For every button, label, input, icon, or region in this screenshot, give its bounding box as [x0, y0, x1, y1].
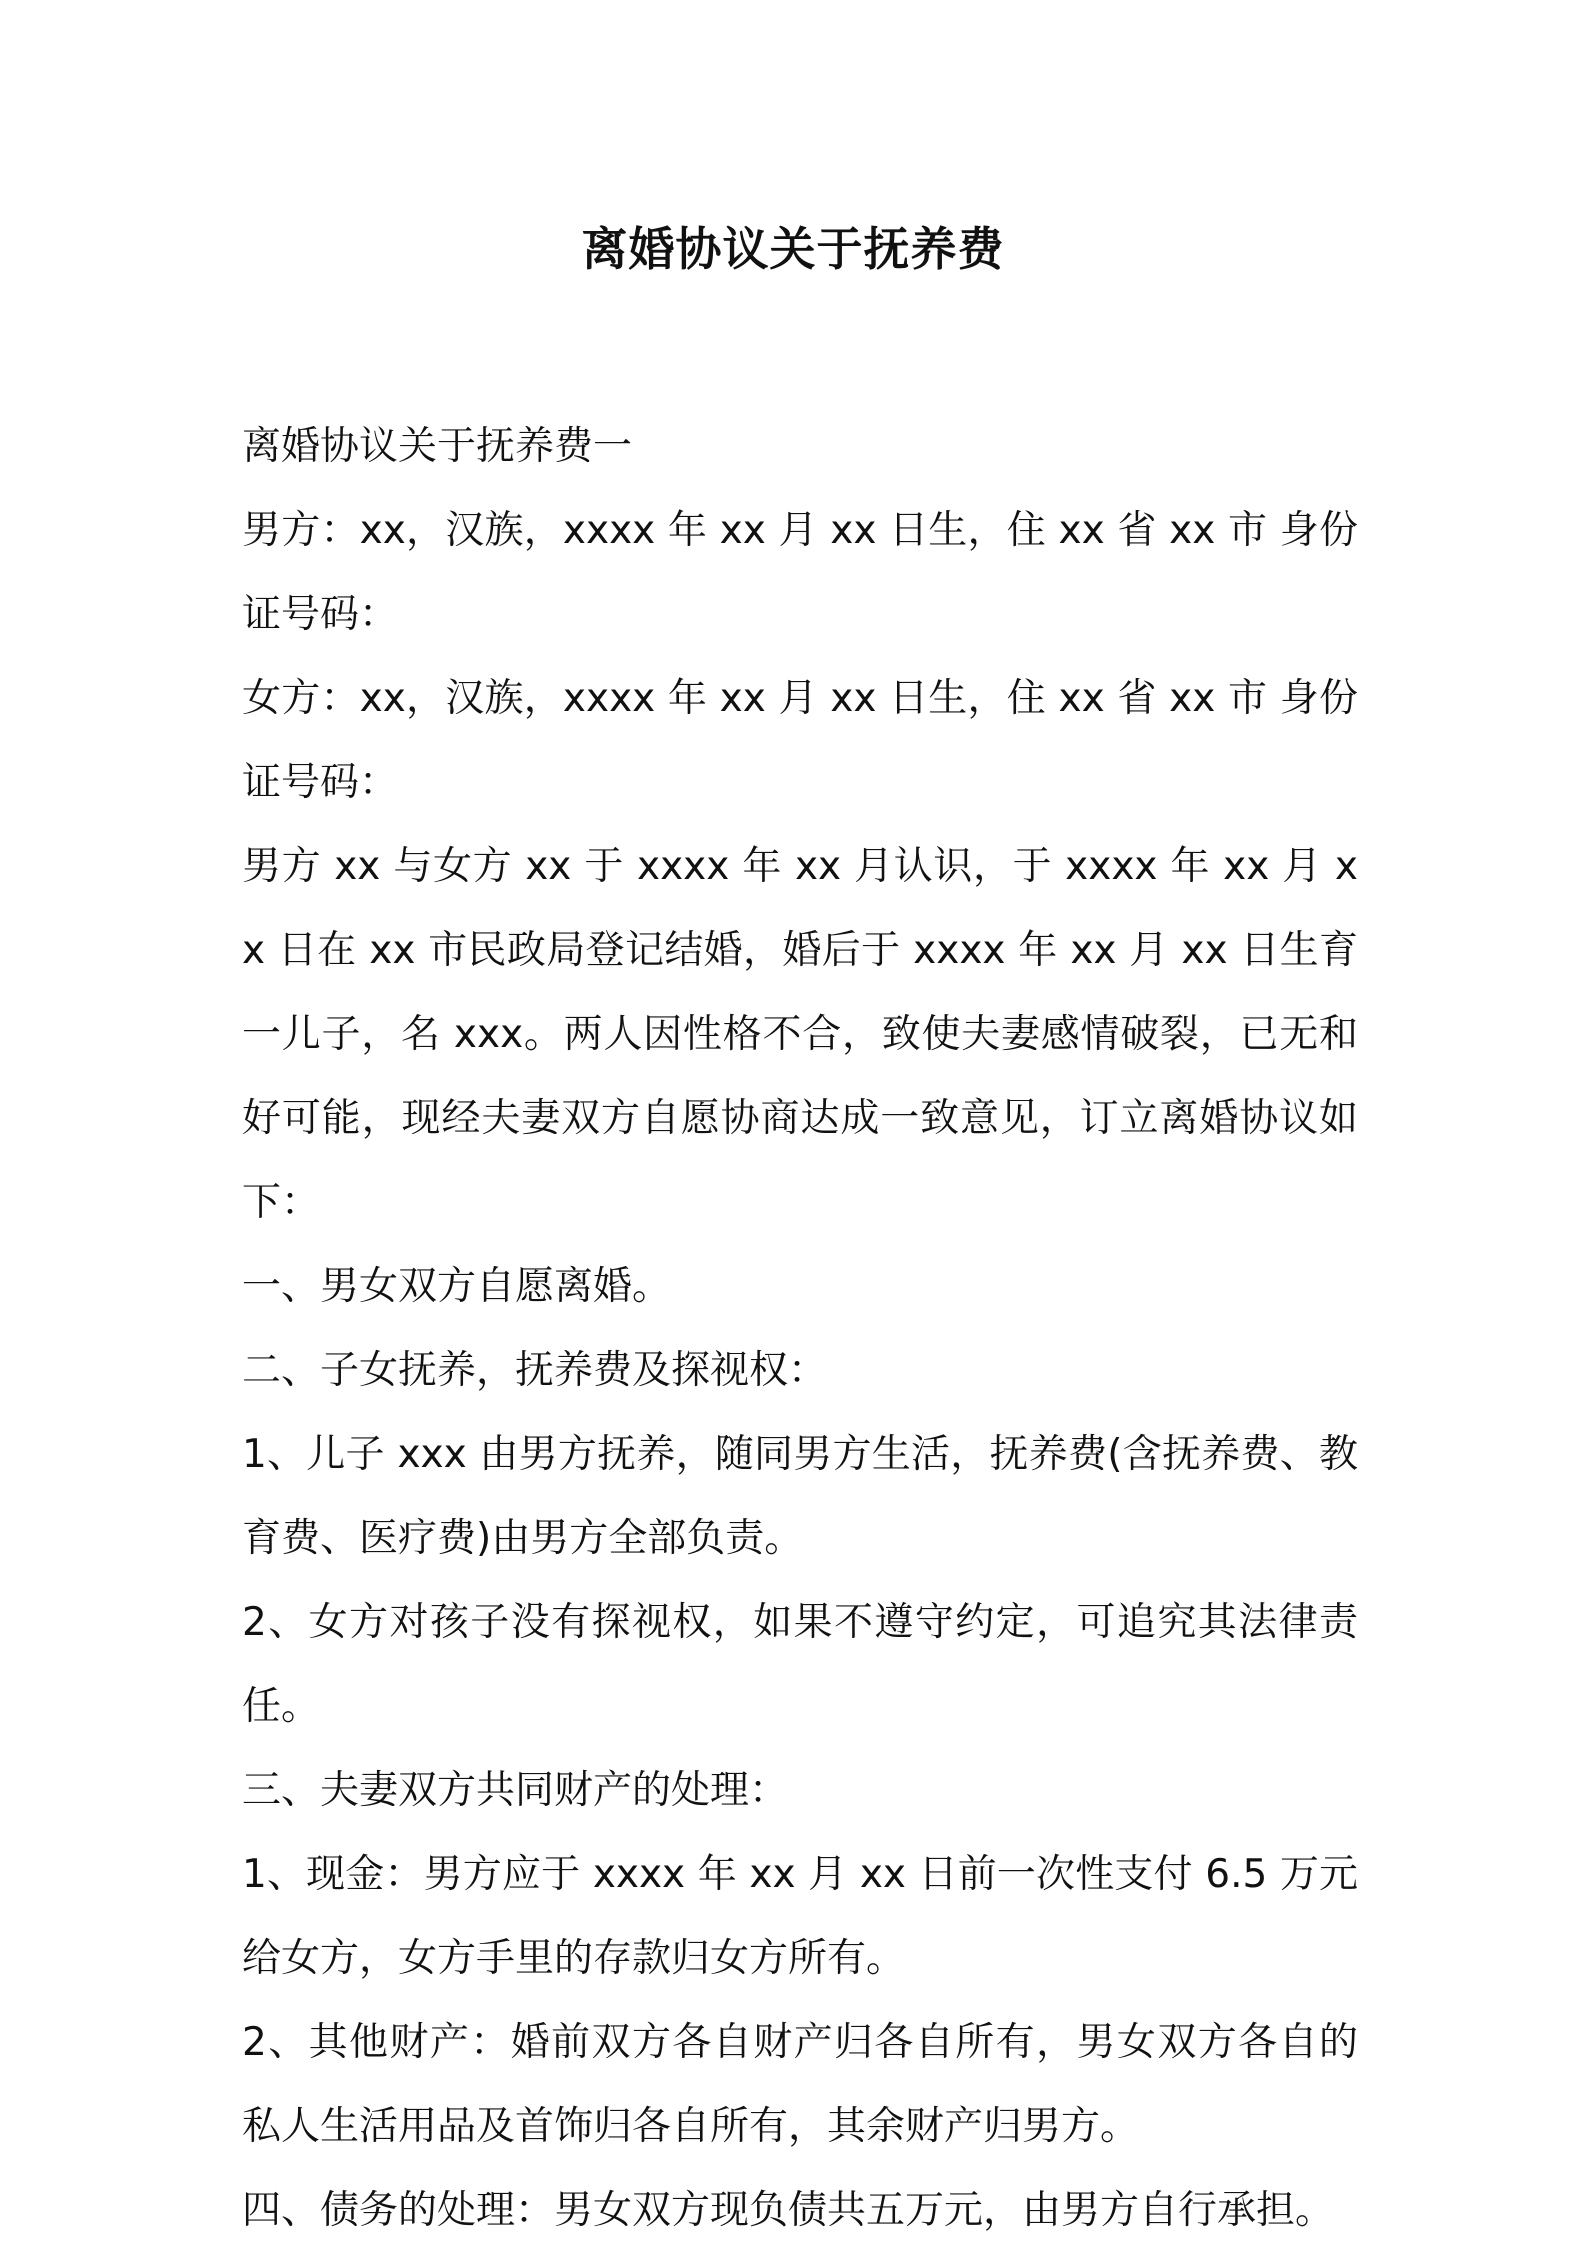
clause-2-item-2: 2、女方对孩子没有探视权，如果不遵守约定，可追究其法律责任。 [242, 1600, 1358, 1729]
clause-3-item-2: 2、其他财产：婚前双方各自财产归各自所有，男女双方各自的私人生活用品及首饰归各自所有，其余财产归男方。 [242, 2020, 1358, 2149]
background-paragraph: 男方 xx 与女方 xx 于 xxxx 年 xx 月认识，于 xxxx 年 xx 月 xx 日在 xx 市民政局登记结婚，婚后于 xxxx 年 xx 月 xx 日生育一儿子，名 xxx。两人因性格不合，致使夫妻感情破裂，已无和好可能，现经夫妻双方自愿协商达成一致意见，订立离婚协议如下： [242, 844, 1358, 1225]
clause-3-item-1: 1、现金：男方应于 xxxx 年 xx 月 xx 日前一次性支付 6.5 万元给女方，女方手里的存款归女方所有。 [242, 1852, 1358, 1981]
party-male-info: 男方：xx，汉族，xxxx 年 xx 月 xx 日生，住 xx 省 xx 市 身份证号码： [242, 508, 1358, 637]
clause-2-item-1: 1、儿子 xxx 由男方抚养，随同男方生活，抚养费(含抚养费、教育费、医疗费)由男方全部负责。 [242, 1432, 1358, 1561]
document-body [242, 405, 1358, 2253]
clause-1-divorce: 一、男女双方自愿离婚。 [242, 1264, 672, 1309]
clause-3-heading: 三、夫妻双方共同财产的处理： [242, 1768, 789, 1813]
party-female-info: 女方：xx，汉族，xxxx 年 xx 月 xx 日生，住 xx 省 xx 市 身份证号码： [242, 676, 1358, 805]
document-title: 离婚协议关于抚养费 [581, 222, 1005, 276]
clause-4-debt: 四、债务的处理：男女双方现负债共五万元，由男方自行承担。 [242, 2188, 1335, 2233]
section-heading: 离婚协议关于抚养费一 [242, 424, 633, 469]
clause-2-heading: 二、子女抚养，抚养费及探视权： [242, 1348, 828, 1393]
